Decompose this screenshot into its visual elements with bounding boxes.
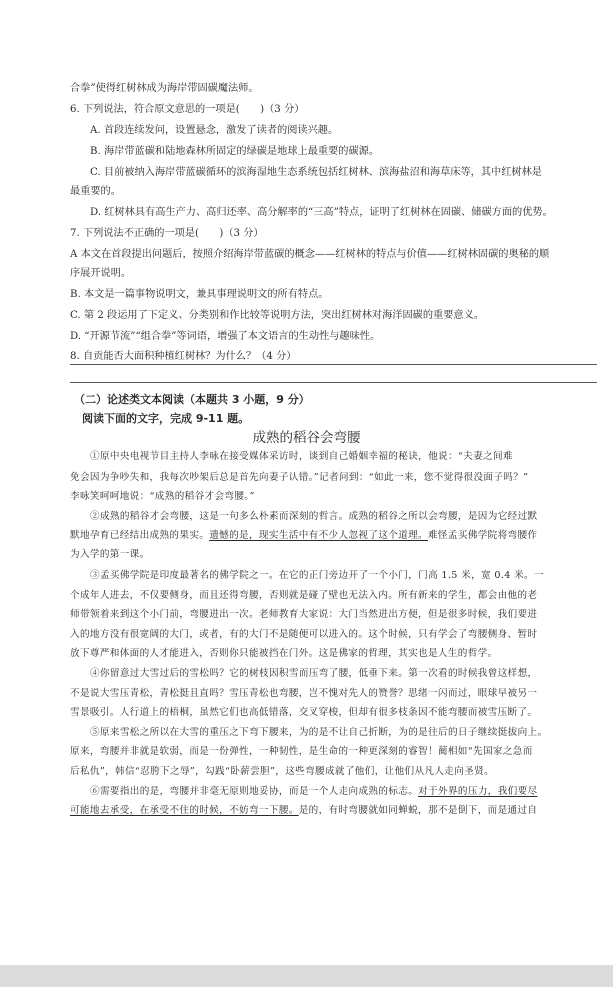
paragraph-1-line: 免会因为争吵失和，我每次吵架后总是首先向妻子认错。”记者问到：“如此一来，您不觉得很没面子吗？” (70, 472, 529, 483)
text-line: 合拳”使得红树林成为海岸带固碳魔法师。 (70, 83, 259, 94)
paragraph-1-line: 李咏笑呵呵地说：“成熟的稻谷才会弯腰。” (70, 491, 255, 502)
paragraph-6-line (90, 785, 537, 799)
paragraph-3-line: 放下尊严和体面的人才能进入，否则你只能被挡在门外。这是佛家的哲理，其实也是人生的哲学。 (70, 648, 498, 659)
question-7-option-c: C. 第 2 段运用了下定义、分类别和作比较等说明方法，突出红树林对海洋固碳的重要意义。 (70, 310, 484, 321)
question-8-stem: 8. 自贡能否大面积种植红树林？为什么？（4 分） (70, 351, 297, 362)
paragraph-5-line: 后私仇”，韩信“忍胯下之辱”，勾践“卧薪尝胆”，这些弯腰成就了他们，让他们从凡人走向圣贤。 (70, 766, 495, 777)
underlined-sentence: 可能地去承受，在承受不住的时候，不妨弯一下腰。 (70, 805, 299, 816)
answer-line (70, 364, 597, 365)
reading-instruction: 阅读下面的文字，完成 9-11 题。 (82, 412, 250, 425)
paragraph-6-line (70, 804, 537, 818)
paragraph-4-line: 雪景吸引。人行道上的梧桐，虽然它们也高低错落，交叉穿梭，但却有很多枝条因不能弯腰而被雪压断了。 (70, 707, 538, 718)
question-7-stem: 7. 下列说法不正确的一项是( )（3 分） (70, 228, 264, 239)
question-7-option-b: B. 本文是一篇事物说明文，兼具事理说明文的所有特点。 (70, 289, 329, 300)
paragraph-3-line: 个成年人进去，不仅要侧身，而且还得弯腰，否则就是碰了壁也无法入内。所有新来的学生，都会由他的老 (70, 590, 538, 601)
paragraph-4-line: 不是说大雪压青松，青松挺且直吗？雪压青松也弯腰，岂不愧对先人的赞誉？思绪一闪而过，眼球早被另一 (70, 688, 538, 699)
section-heading: （二）论述类文本阅读（本题共 3 小题，9 分） (74, 393, 310, 406)
paragraph-2-line (70, 529, 537, 543)
paragraph-5-line: ⑤原来雪松之所以在大雪的重压之下弯下腰来，为的是不让自己折断，为的是往后的日子继续挺拔向上。 (90, 727, 548, 738)
question-7-option-a: A 本文在首段提出问题后，按照介绍海岸带蓝碳的概念——红树林的特点与价值——红树林固碳的奥秘的顺 (70, 249, 550, 260)
paragraph-5-line: 原来，弯腰并非就是软弱，而是一份弹性，一种韧性，是生命的一种更深刻的睿智！蔺相如“先国家之急而 (70, 746, 533, 757)
question-6-stem: 6. 下列说法，符合原文意思的一项是( )（3 分） (70, 104, 305, 115)
question-7-option-d: D. “开源节流”“组合拳”等词语，增强了本文语言的生动性与趣味性。 (70, 331, 381, 342)
underlined-sentence: 遗憾的是，现实生活中有不少人忽视了这个道理。 (209, 530, 428, 541)
answer-line (70, 382, 597, 383)
article-title: 成熟的稻谷会弯腰 (252, 430, 361, 446)
paragraph-3-line: 师带领着来到这个小门前，弯腰进出一次。老师教育大家说：大门当然进出方便，但是很多时候，我们要进 (70, 609, 538, 620)
question-6-option-d: D. 红树林具有高生产力、高归还率、高分解率的“三高”特点，证明了红树林在固碳、储碳方面的优势。 (90, 207, 553, 218)
paragraph-3-line: ③孟买佛学院是印度最著名的佛学院之一。在它的正门旁边开了一个小门，门高 1.5 米，宽 0.4 米。一 (90, 570, 544, 581)
paragraph-2-line: ②成熟的稻谷才会弯腰，这是一句多么朴素而深刻的哲言。成熟的稻谷之所以会弯腰，是因为它经过默 (90, 511, 538, 522)
question-6-option-b: B. 海岸带蓝碳和陆地森林所固定的绿碳是地球上最重要的碳源。 (90, 146, 380, 157)
text-segment: ⑥需要指出的是，弯腰并非毫无原则地妥协，而是一个人走向成熟的标志。 (90, 786, 419, 797)
question-6-option-c: C. 目前被纳入海岸带蓝碳循环的滨海湿地生态系统包括红树林、滨海盐沼和海草床等，其中红树林是 (90, 167, 542, 178)
underlined-sentence: 对于外界的压力，我们要尽 (418, 786, 538, 797)
paragraph-1-line: ①原中央电视节目主持人李咏在接受媒体采访时，谈到自己婚姻幸福的秘诀，他说：“夫妻之间难 (90, 451, 513, 462)
question-6-option-a: A. 首段连续发问，设置悬念，激发了读者的阅读兴趣。 (90, 125, 339, 136)
text-segment: 难怪孟买佛学院将弯腰作 (427, 530, 538, 541)
paragraph-2-line: 为入学的第一课。 (70, 549, 150, 560)
text-segment: 默地孕育已经结出成熟的果实。 (70, 530, 210, 541)
question-6-option-c-cont: 最重要的。 (70, 186, 121, 197)
paragraph-3-line: 入的地方没有很宽阔的大门，或者，有的大门不是随便可以进入的。这个时候，只有学会了弯腰侧身、暂时 (70, 629, 538, 640)
question-7-option-a-cont: 序展开说明。 (70, 268, 132, 279)
viewer-bottom-bar (0, 965, 613, 987)
paragraph-4-line: ④你留意过大雪过后的雪松吗？它的树枝因积雪而压弯了腰，低垂下来。第一次看的时候我曾这样想， (90, 668, 538, 679)
text-segment: 是的，有时弯腰就如同蝉蜕，那不是倒下，而是通过自 (298, 805, 538, 816)
